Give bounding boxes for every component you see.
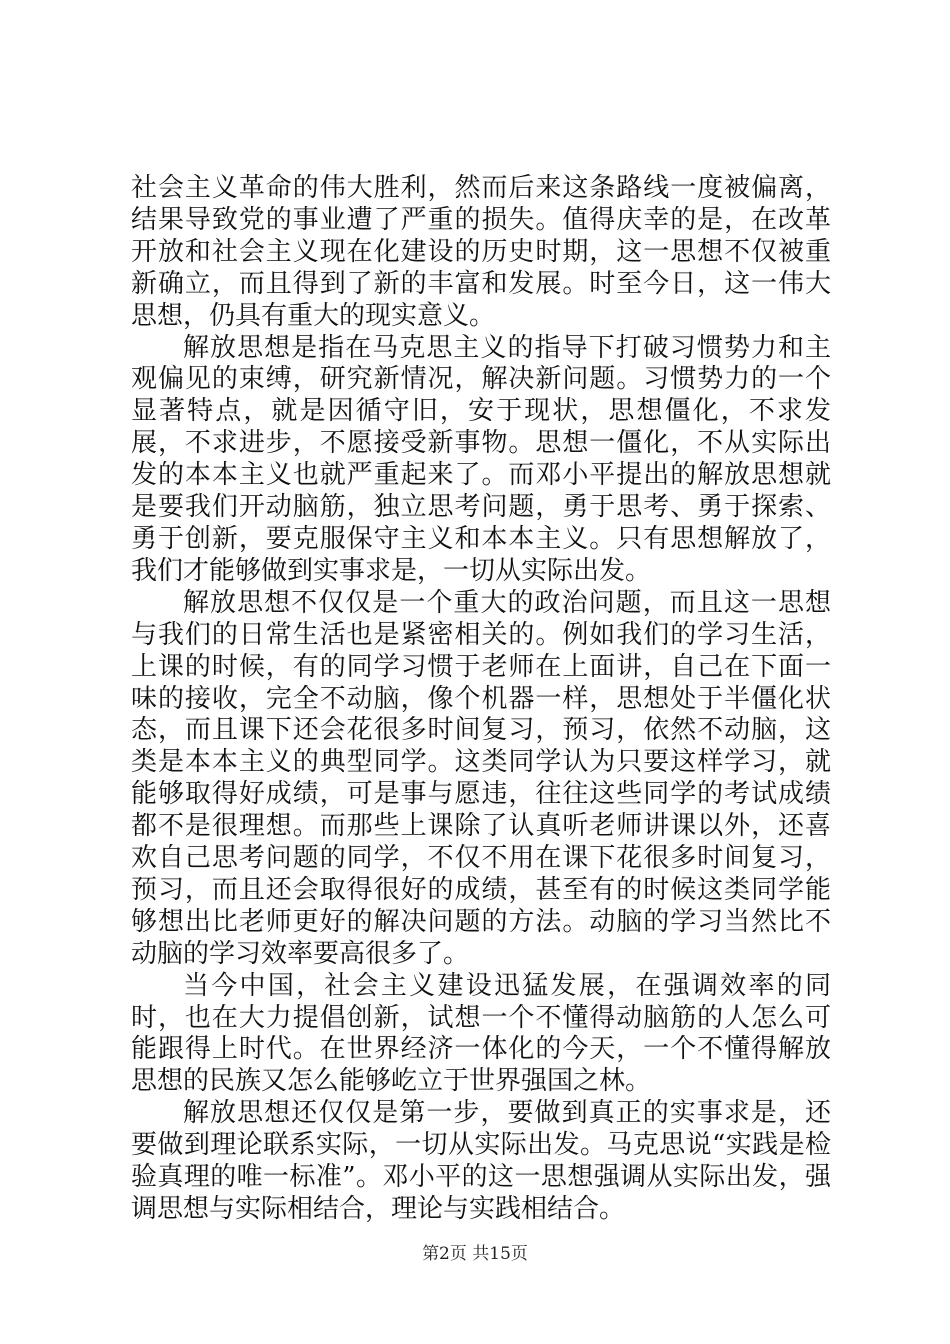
paragraph-theory-practice: 解放思想还仅仅是第一步，要做到真正的实事求是，还要做到理论联系实际，一切从实际出发。马克思说“实践是检验真理的唯一标准”。邓小平的这一思想强调从实际出发，强调思想与实际相结合，理论与实践相结合。	[131, 1098, 831, 1224]
paragraph-daily-life-study: 解放思想不仅仅是一个重大的政治问题，而且这一思想与我们的日常生活也是紧密相关的。例如我们的学习生活，上课的时候，有的同学习惯于老师在上面讲，自己在下面一味的接收，完全不动脑，像个机器一样，思想处于半僵化状态，而且课下还会花很多时间复习，预习，依然不动脑，这类是本本主义的典型同学。这类同学认为只要这样学习，就能够取得好成绩，可是事与愿违，往往这些同学的考试成绩都不是很理想。而那些上课除了认真听老师讲课以外，还喜欢自己思考问题的同学，不仅不用在课下花很多时间复习，预习，而且还会取得很好的成绩，甚至有的时候这类同学能够想出比老师更好的解决问题的方法。动脑的学习当然比不动脑的学习效率要高很多了。	[131, 587, 831, 969]
paragraph-liberating-thought-definition: 解放思想是指在马克思主义的指导下打破习惯势力和主观偏见的束缚，研究新情况，解决新问题。习惯势力的一个显著特点，就是因循守旧，安于现状，思想僵化，不求发展，不求进步，不愿接受新事物。思想一僵化，不从实际出发的本本主义也就严重起来了。而邓小平提出的解放思想就是要我们开动脑筋，独立思考问题，勇于思考、勇于探索、勇于创新，要克服保守主义和本本主义。只有思想解放了，我们才能够做到实事求是，一切从实际出发。	[131, 332, 831, 586]
paragraph-china-innovation: 当今中国，社会主义建设迅猛发展，在强调效率的同时，也在大力提倡创新，试想一个不懂得动脑筋的人怎么可能跟得上时代。在世界经济一体化的今天，一个不懂得解放思想的民族又怎么能够屹立于世界强国之林。	[131, 970, 831, 1097]
body-text	[131, 173, 831, 1226]
page-number-footer: 第2页 共15页	[422, 1244, 528, 1264]
paragraph-continued: 社会主义革命的伟大胜利，然而后来这条路线一度被偏离，结果导致党的事业遭了严重的损失。值得庆幸的是，在改革开放和社会主义现在化建设的历史时期，这一思想不仅被重新确立，而且得到了新的丰富和发展。时至今日，这一伟大思想，仍具有重大的现实意义。	[131, 173, 831, 331]
